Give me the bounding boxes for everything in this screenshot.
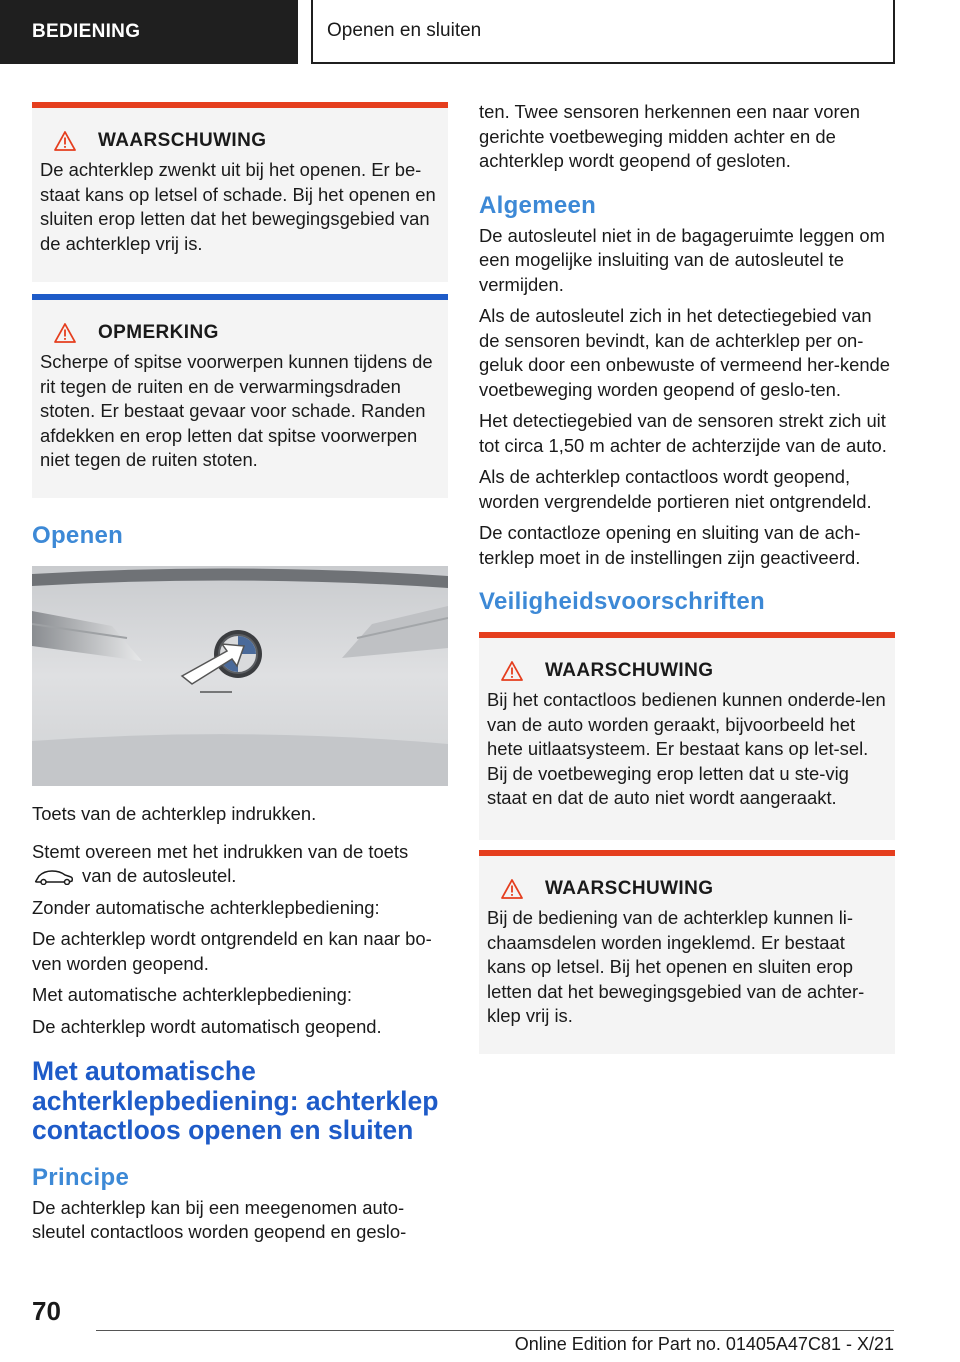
- paragraph-key-placement: De autosleutel niet in de bagageruimte leggen om een mogelijke insluiting van de autosleutel te vermijden.: [479, 224, 885, 295]
- warning-box-tailgate-swing: [32, 102, 448, 282]
- paragraph-activation: De contactloze opening en sluiting van de ach-terklep moet in de instellingen zijn geactiveerd.: [479, 522, 861, 568]
- note-box-sharp-objects: [32, 294, 448, 498]
- paragraph-unlocked: De achterklep wordt ontgrendeld en kan naar bo-ven worden geopend.: [32, 928, 432, 974]
- warning-text: Bij de bediening van de achterklep kunnen li-chaamsdelen worden ingeklemd. Er bestaat kans op letsel. Bij het openen en sluiten erop letten dat het bewegingsgebied van de achter-klep vrij is.: [487, 907, 865, 1026]
- paragraph-detection-area: Als de autosleutel zich in het detectiegebied van de sensoren bevindt, kan de achterklep per on-geluk door een onbewuste of vermeend her-kende voetbeweging worden geopend of geslo-ten.: [479, 305, 890, 400]
- left-column: [32, 102, 448, 1252]
- header-chapter-title: Openen en sluiten: [311, 0, 895, 64]
- heading-openen: Openen: [32, 522, 124, 549]
- warning-box-vehicle-parts: [479, 632, 895, 840]
- paragraph-opens-automatically: De achterklep wordt automatisch geopend.: [32, 1015, 382, 1037]
- heading-contactless: Met automatische achterklepbediening: achterklep contactloos openen en sluiten: [32, 1056, 439, 1145]
- footer-edition: Online Edition for Part no. 01405A47C81 - X/21: [514, 1334, 894, 1354]
- warning-title: WAARSCHUWING: [545, 660, 714, 681]
- warning-text: De achterklep zwenkt uit bij het openen. Er be-staat kans op letsel of schade. Bij het openen en sluiten erop letten dat het bewegingsgebied van de achterklep vrij is.: [40, 159, 436, 254]
- right-column: [479, 100, 895, 1054]
- warning-triangle-icon: [501, 661, 523, 681]
- heading-veiligheid: Veiligheidsvoorschriften: [479, 588, 765, 615]
- heading-algemeen: Algemeen: [479, 191, 597, 219]
- paragraph-without-auto: Zonder automatische achterklepbediening:: [32, 896, 380, 918]
- header-section-label: BEDIENING: [0, 0, 298, 64]
- paragraph-doors-locked: Als de achterklep contactloos wordt geopend, worden vergrendelde portieren niet ontgrendeld.: [479, 466, 872, 512]
- warning-text: Bij het contactloos bedienen kunnen onderde-len van de auto worden geraakt, bijvoorbeeld het hete uitlaatsysteem. Er bestaat kans op let-sel. Bij de voetbeweging erop letten dat u ste-vig staat en dat de auto niet wordt aangeraakt.: [487, 689, 886, 808]
- heading-principe: Principe: [32, 1163, 130, 1191]
- paragraph-corresponds: Stemt overeen met het indrukken van de toets van de autosleutel.: [32, 840, 409, 886]
- warning-title: WAARSCHUWING: [98, 130, 267, 151]
- car-key-icon: [34, 869, 74, 885]
- warning-title: WAARSCHUWING: [545, 878, 714, 899]
- warning-triangle-icon: [54, 323, 76, 343]
- paragraph-sensors: ten. Twee sensoren herkennen een naar voren gerichte voetbeweging midden achter en de achterklep wordt geopend of gesloten.: [479, 101, 861, 171]
- paragraph-with-auto: Met automatische achterklepbediening:: [32, 984, 352, 1005]
- tailgate-photo: [32, 566, 448, 786]
- note-title: OPMERKING: [98, 322, 219, 343]
- tailgate-button-illustration: [32, 566, 448, 786]
- note-text: Scherpe of spitse voorwerpen kunnen tijdens de rit tegen de ruiten en de verwarmingsdraden stoten. Er bestaat gevaar voor schade. Randen afdekken en erop letten dat spitse voorwerpen niet tegen de ruiten stoten.: [40, 351, 433, 470]
- warning-triangle-icon: [54, 131, 76, 151]
- footer-divider: [96, 1330, 894, 1331]
- paragraph-principe: De achterklep kan bij een meegenomen auto-sleutel contactloos worden geopend en geslo-: [32, 1196, 407, 1242]
- warning-triangle-icon: [501, 879, 523, 899]
- page-number: 70: [32, 1296, 61, 1326]
- paragraph-press-button: Toets van de achterklep indrukken.: [32, 803, 317, 824]
- warning-box-body-parts: [479, 850, 895, 1054]
- paragraph-detection-range: Het detectiegebied van de sensoren strekt zich uit tot circa 1,50 m achter de achterzijde van de auto.: [479, 410, 887, 456]
